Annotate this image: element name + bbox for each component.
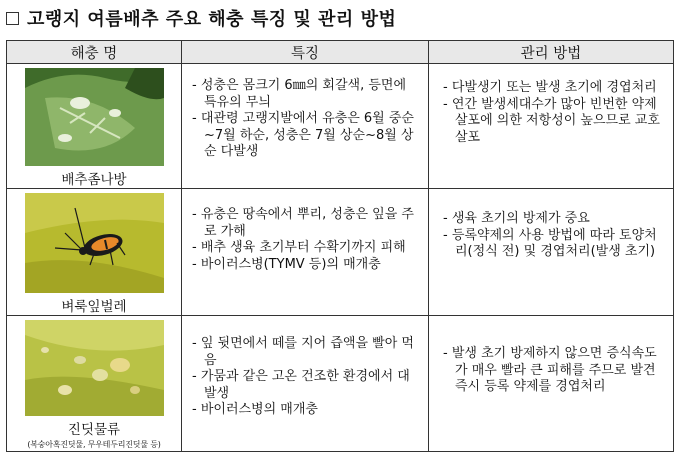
pest-subname: (복숭아혹진딧물, 무우테두리진딧물 등) bbox=[27, 440, 161, 449]
management-line: - 다발생기 또는 발생 초기에 경엽처리 bbox=[443, 80, 657, 95]
feature-line: - 가뭄과 같은 고온 건조한 환경에서 대발생 bbox=[192, 369, 410, 401]
checkbox-square-icon bbox=[6, 12, 19, 25]
management-cell bbox=[429, 64, 674, 189]
pest-name: 배추좀나방 bbox=[61, 172, 127, 188]
feature-line: - 바이러스병의 매개충 bbox=[192, 402, 318, 417]
pest-cell bbox=[7, 316, 182, 452]
feature-line: - 배추 생육 초기부터 수확기까지 피해 bbox=[192, 240, 406, 255]
header-pest: 해충 명 bbox=[7, 41, 182, 64]
pest-table bbox=[6, 40, 674, 452]
feature-line: - 잎 뒷면에서 떼를 지어 즙액을 빨아 먹음 bbox=[192, 336, 414, 368]
feature-line: - 성충은 몸크기 6㎜의 회갈색, 등면에 특유의 무늬 bbox=[192, 78, 407, 110]
feature-line: - 바이러스병(TYMV 등)의 매개충 bbox=[192, 256, 381, 272]
management-line: - 생육 초기의 방제가 중요 bbox=[443, 211, 590, 226]
features-cell bbox=[182, 189, 429, 316]
table-row bbox=[7, 316, 674, 452]
features-cell bbox=[182, 316, 429, 452]
table-header-row bbox=[7, 41, 674, 64]
pest-name: 벼룩잎벌레 bbox=[61, 299, 127, 315]
feature-line: - 대관령 고랭지발에서 유충은 6월 중순~7월 하순, 성충은 7월 상순~8월 상순 다발생 bbox=[192, 111, 414, 159]
document-title: 고랭지 여름배추 주요 해충 특징 및 관리 방법 bbox=[27, 9, 397, 30]
management-cell bbox=[429, 316, 674, 452]
pest-name: 진딧물류 bbox=[67, 422, 121, 438]
aphid-photo bbox=[25, 320, 164, 416]
flea-beetle-photo bbox=[25, 193, 164, 293]
diamondback-moth-photo bbox=[25, 68, 164, 166]
management-line: - 등록약제의 사용 방법에 따라 토양처리(정식 전) 및 경엽처리(발생 초기) bbox=[443, 227, 657, 259]
management-line: - 발생 초기 방제하지 않으면 증식속도가 매우 빨라 큰 피해를 주므로 발견 즉시 등록 약제를 경엽처리 bbox=[443, 346, 657, 394]
pest-cell bbox=[7, 189, 182, 316]
document-title-bar bbox=[6, 4, 396, 32]
header-management: 관리 방법 bbox=[429, 41, 674, 64]
feature-line: - 유충은 땅속에서 뿌리, 성충은 잎을 주로 가해 bbox=[192, 207, 414, 239]
features-cell bbox=[182, 64, 429, 189]
table-row bbox=[7, 64, 674, 189]
management-line: - 연간 발생세대수가 많아 빈번한 약제살포에 의한 저항성이 높으므로 교호 살포 bbox=[443, 96, 660, 145]
management-cell bbox=[429, 189, 674, 316]
header-features: 특징 bbox=[182, 41, 429, 64]
table-row bbox=[7, 189, 674, 316]
pest-cell bbox=[7, 64, 182, 189]
